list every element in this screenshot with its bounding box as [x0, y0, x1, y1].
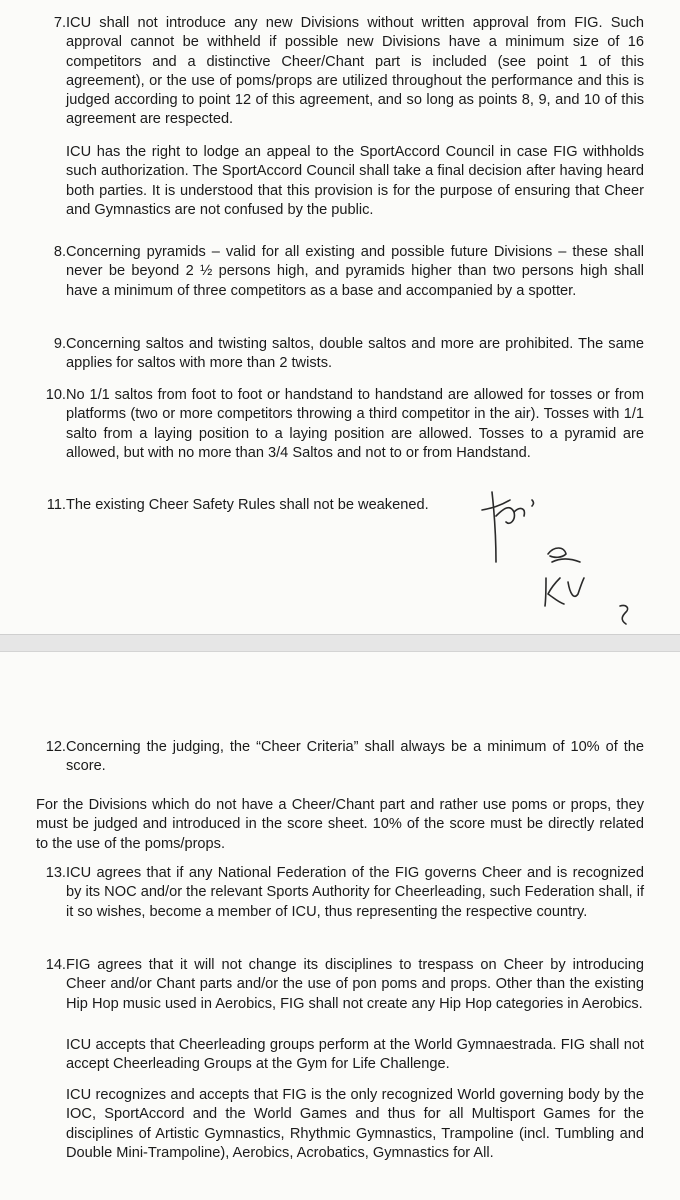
clause-text: ICU shall not introduce any new Divisions without written approval from FIG. Such approval cannot be withheld if possible new Divisions have a minimum size of 16 competitors and a distinctive Cheer/Chant part is included (see point 1 of this agreement), or the use of poms/props are utilized throughout the performance and this is judged according to point 12 of this agreement, and so long as points 8, 9, and 10 of this agreement are respected. — [66, 15, 644, 128]
clause-text: Concerning saltos and twisting saltos, double saltos and more are prohibited. The same applies for saltos with more than 2 twists. — [66, 336, 644, 372]
clause-text: Concerning pyramids – valid for all existing and possible future Divisions – these shall never be beyond 2 ½ persons high, and pyramids higher than two persons high shall have a minimum of three competitors as a base and accompanied by a spotter. — [66, 244, 644, 299]
clause-10 — [36, 386, 646, 463]
clause-number: 14. — [45, 957, 66, 973]
clause-8 — [36, 243, 646, 301]
clause-number: 8. — [53, 244, 66, 260]
clause-12 — [36, 738, 646, 777]
clause-text: ICU agrees that if any National Federation of the FIG governs Cheer and is recognized by its NOC and/or the relevant Sports Authority for Cheerleading, such Federation shall, if it so wishes, become a member of ICU, thus representing the respective country. — [66, 865, 644, 920]
clause-number: 11. — [46, 497, 66, 513]
paragraph-text: ICU has the right to lodge an appeal to the SportAccord Council in case FIG withholds such authorization. The SportAccord Council shall take a final decision after having heard both parties. It is understood that this provision is for the purpose of ensuring that Cheer and Gymnastics are not confused by the public. — [66, 144, 644, 218]
paragraph-text: ICU recognizes and accepts that FIG is the only recognized World governing body by the IOC, SportAccord and the World Games and thus for all Multisport Games for the disciplines of Artistic Gymnastics, Rhythmic Gymnastics, Trampoline (incl. Tumbling and Double Mini-Trampoline), Aerobics, Acrobatics, Gymnastics for All. — [66, 1087, 644, 1161]
clause-14-recognition-paragraph — [66, 1086, 644, 1163]
clause-number: 12. — [45, 739, 66, 755]
clause-12-props-paragraph — [36, 796, 644, 854]
clause-number: 7. — [53, 15, 66, 31]
clause-13 — [36, 864, 646, 922]
clause-7-appeal-paragraph — [66, 143, 644, 220]
clause-number: 13. — [45, 865, 66, 881]
clause-text: The existing Cheer Safety Rules shall not be weakened. — [66, 497, 429, 513]
paragraph-text: For the Divisions which do not have a Cheer/Chant part and rather use poms or props, they must be judged and introduced in the score sheet. 10% of the score must be directly related to the use of the poms/props. — [36, 797, 644, 852]
page-separator — [0, 634, 680, 652]
clause-text: Concerning the judging, the “Cheer Criteria” shall always be a minimum of 10% of the score. — [66, 739, 644, 775]
clause-text: No 1/1 saltos from foot to foot or handstand to handstand are allowed for tosses or from platforms (two or more competitors throwing a third competitor in the air). Tosses with 1/1 salto from a laying position to a laying position are allowed. Tosses to a pyramid are allowed, but with no more than 3/4 Saltos and not to or from Handstand. — [66, 387, 644, 461]
clause-7 — [36, 14, 646, 130]
clause-number: 9. — [53, 336, 66, 352]
clause-text: FIG agrees that it will not change its disciplines to trespass on Cheer by introducing Cheer and/or Chant parts and/or the use of pon poms and props. Other than the existing Hip Hop music used in Aerobics, FIG shall not create any Hip Hop categories in Aerobics. — [66, 957, 644, 1012]
clause-14 — [36, 956, 646, 1014]
paragraph-text: ICU accepts that Cheerleading groups perform at the World Gymnaestrada. FIG shall not accept Cheerleading Groups at the Gym for Life Challenge. — [66, 1037, 644, 1073]
document-page-2 — [0, 652, 680, 1200]
clause-number: 10. — [45, 387, 66, 403]
handwritten-initials-signature — [470, 470, 640, 634]
clause-9 — [36, 335, 646, 374]
clause-14-gymnaestrada-paragraph — [66, 1036, 644, 1075]
